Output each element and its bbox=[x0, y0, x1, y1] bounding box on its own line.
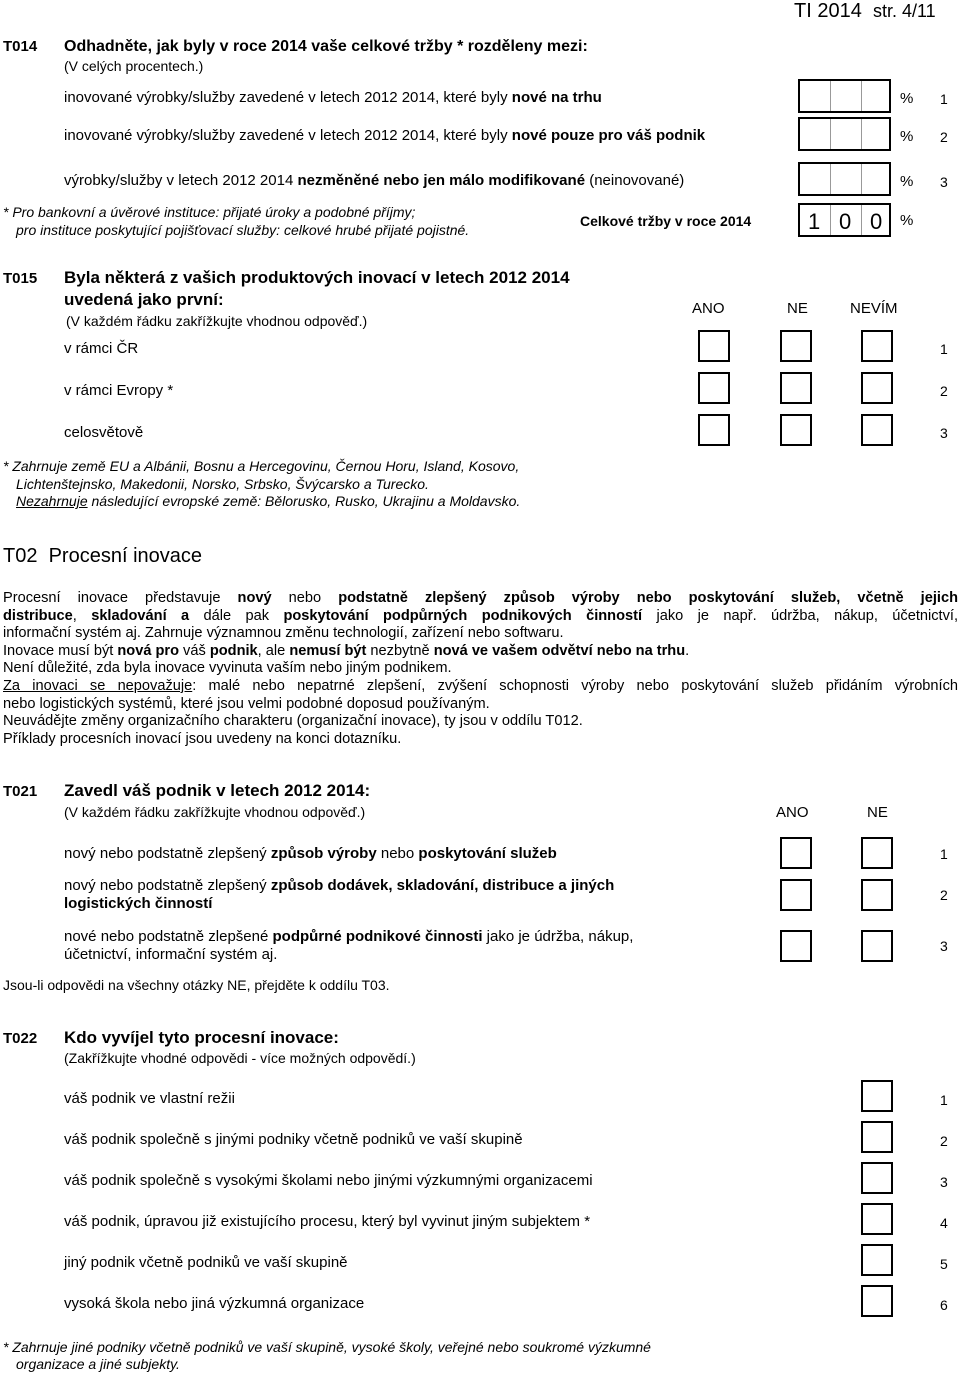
t014-note-line1: * Pro bankovní a úvěrové instituce: přijaté úroky a podobné příjmy; bbox=[3, 204, 416, 220]
t021-row-label bbox=[64, 877, 614, 894]
text-run: , ale bbox=[257, 642, 290, 659]
total-revenue-field bbox=[798, 203, 891, 237]
t021-row-label bbox=[64, 928, 633, 945]
t021-title: Zavedl váš podnik v letech 2012 2014: bbox=[64, 781, 371, 800]
checkbox-yes[interactable] bbox=[698, 414, 730, 446]
text-run: inovované výrobky/služby zavedené v letech 2012 2014, které byly bbox=[64, 89, 512, 106]
checkbox-option[interactable] bbox=[861, 1244, 893, 1276]
t02-title: Procesní inovace bbox=[48, 545, 203, 567]
t021-row-label-cont bbox=[64, 895, 212, 912]
text-run: podnik bbox=[209, 642, 258, 659]
t014-subtitle: (V celých procentech.) bbox=[64, 58, 204, 74]
checkbox-no[interactable] bbox=[861, 930, 893, 962]
t015-col-dontknow: NEVÍM bbox=[850, 300, 898, 317]
checkbox-option[interactable] bbox=[861, 1080, 893, 1112]
t015-note-line2: Lichtenštejnsko, Makedonii, Norsko, Srbsko, Švýcarsko a Turecko. bbox=[16, 476, 429, 492]
t022-row-label: váš podnik, úpravou již existujícího procesu, který byl vyvinut jiným subjektem * bbox=[64, 1213, 591, 1230]
t015-row-label: v rámci ČR bbox=[64, 340, 139, 357]
text-run: logistických činností bbox=[64, 895, 213, 912]
text-run: nové pouze pro váš podnik bbox=[511, 127, 706, 144]
t021-row-label-cont bbox=[64, 946, 277, 963]
document-code: TI 2014 bbox=[794, 0, 862, 22]
row-number: 3 bbox=[940, 938, 948, 954]
row-number: 3 bbox=[940, 425, 948, 441]
text-run: výrobky/služby v letech 2012 2014 bbox=[64, 172, 298, 189]
t022-row-label: jiný podnik včetně podniků ve vaší skupině bbox=[64, 1254, 348, 1271]
text-run: poskytování služeb bbox=[418, 845, 557, 862]
t02-definition: Procesní inovace představuje nový nebo podstatně zlepšený způsob výroby nebo poskytování služeb, včetně jejich distribuce, skladování a dále pak poskytování podpůrných podnikových činností jako je např. údržba, nákup, účetnictví, informační systém aj. Zahrnuje významnou změnu technologií, zařízení nebo softwaru. Inovace musí být nová pro váš podnik, ale nemusí být nezbytně nová ve vašem odvětví nebo na trhu. Není důležité, zda byla inovace vyvinuta vaším nebo jiným podnikem. Za inovaci se nepovažuje: malé nebo nepatrné zlepšení, zvýšení schopnosti výroby nebo poskytování služeb přidáním výrobních nebo logistických systémů, které jsou velmi podobné doposud používaným. Neuvádějte změny organizačního charakteru (organizační inovace), ty jsou v oddílu T012. Příklady procesních inovací jsou uvedeny na konci dotazníku. bbox=[3, 590, 959, 747]
t015-row-label: v rámci Evropy * bbox=[64, 382, 174, 399]
text-run: nebo bbox=[376, 845, 419, 862]
t015-title-line1: Byla některá z vašich produktových inovací v letech 2012 2014 bbox=[64, 268, 570, 287]
text-run: nezměněné nebo jen málo modifikované bbox=[297, 172, 586, 189]
text-run: nezbytně bbox=[366, 642, 434, 659]
row-number: 4 bbox=[940, 1215, 948, 1231]
t015-note-line3: Nezahrnuje následující evropské země: Bělorusko, Rusko, Ukrajinu a Moldavsko. bbox=[16, 493, 521, 509]
t021-col-no: NE bbox=[867, 804, 888, 821]
text-run: nový bbox=[237, 590, 272, 606]
checkbox-no[interactable] bbox=[780, 330, 812, 362]
pct-sign: % bbox=[900, 128, 914, 145]
pct-sign: % bbox=[900, 173, 914, 190]
row-number: 1 bbox=[940, 846, 948, 862]
t015-title-line2: uvedená jako první: bbox=[64, 290, 224, 309]
text-run: , bbox=[72, 607, 92, 624]
t014-title: Odhadněte, jak byly v roce 2014 vaše celkové tržby * rozděleny mezi: bbox=[64, 38, 588, 55]
checkbox-yes[interactable] bbox=[698, 330, 730, 362]
text-run: nová ve vašem odvětví nebo na trhu bbox=[433, 642, 686, 659]
row-number: 1 bbox=[940, 91, 948, 107]
t015-subtitle: (V každém řádku zakřížkujte vhodnou odpověď.) bbox=[66, 313, 368, 329]
checkbox-option[interactable] bbox=[861, 1203, 893, 1235]
total-revenue-label: Celkové tržby v roce 2014 bbox=[580, 213, 752, 229]
row-number: 1 bbox=[940, 1092, 948, 1108]
total-digit: 0 bbox=[870, 209, 883, 234]
t015-code: T015 bbox=[3, 270, 38, 287]
row-number: 3 bbox=[940, 1174, 948, 1190]
t022-row-label: váš podnik ve vlastní režii bbox=[64, 1090, 235, 1107]
checkbox-no[interactable] bbox=[780, 414, 812, 446]
t02-code: T02 bbox=[3, 545, 38, 567]
t021-subtitle: (V každém řádku zakřížkujte vhodnou odpověď.) bbox=[64, 804, 366, 820]
row-number: 2 bbox=[940, 887, 948, 903]
text-run: nová pro bbox=[117, 642, 179, 659]
row-number: 2 bbox=[940, 129, 948, 145]
checkbox-no[interactable] bbox=[861, 879, 893, 911]
t015-col-yes: ANO bbox=[692, 300, 725, 317]
t015-col-no: NE bbox=[787, 300, 808, 317]
row-number: 2 bbox=[940, 1133, 948, 1149]
row-number: 5 bbox=[940, 1256, 948, 1272]
text-run: nový nebo podstatně zlepšený bbox=[64, 877, 271, 894]
t014-row-label bbox=[64, 127, 705, 144]
text-run: poskytování podpůrných podnikových činností bbox=[283, 607, 643, 624]
text-run: nemusí být bbox=[289, 642, 367, 659]
t021-row-label bbox=[64, 845, 557, 862]
t015-note-line1: * Zahrnuje země EU a Albánii, Bosnu a Hercegovinu, Černou Horu, Island, Kosovo, bbox=[3, 458, 520, 474]
text-run: (neinovované) bbox=[585, 172, 685, 189]
t014-row-label bbox=[64, 172, 684, 189]
t022-note-line2: organizace a jiné subjekty. bbox=[16, 1356, 180, 1372]
checkbox-option[interactable] bbox=[861, 1162, 893, 1194]
text-run: nové nebo podstatně zlepšené bbox=[64, 928, 273, 945]
t014-code: T014 bbox=[3, 38, 38, 55]
checkbox-no[interactable] bbox=[861, 837, 893, 869]
checkbox-yes[interactable] bbox=[780, 930, 812, 962]
row-number: 1 bbox=[940, 341, 948, 357]
text-run: účetnictví, informační systém aj. bbox=[64, 946, 278, 963]
t022-row-label: vysoká škola nebo jiná výzkumná organizace bbox=[64, 1295, 365, 1312]
total-pct-sign: % bbox=[900, 212, 914, 229]
checkbox-option[interactable] bbox=[861, 1121, 893, 1153]
checkbox-yes[interactable] bbox=[698, 372, 730, 404]
row-number: 6 bbox=[940, 1297, 948, 1313]
t014-row-label bbox=[64, 89, 602, 106]
text-run: . bbox=[685, 642, 690, 659]
checkbox-dont-know[interactable] bbox=[861, 414, 893, 446]
text-run: nový nebo podstatně zlepšený bbox=[64, 845, 271, 862]
t021-col-yes: ANO bbox=[776, 804, 809, 821]
text-run: Inovace musí být bbox=[3, 642, 118, 659]
percent-input[interactable] bbox=[798, 162, 891, 196]
checkbox-yes[interactable] bbox=[780, 837, 812, 869]
text-run: jako je údržba, nákup, bbox=[482, 928, 634, 945]
t022-code: T022 bbox=[3, 1030, 38, 1047]
page-number: str. 4/11 bbox=[872, 1, 936, 21]
total-digit: 0 bbox=[839, 209, 852, 234]
t022-subtitle: (Zakřížkujte vhodné odpovědi - více možných odpovědí.) bbox=[64, 1050, 416, 1066]
text-run: jako je např. údržba, nákup, účetnictví, bbox=[642, 607, 959, 624]
checkbox-yes[interactable] bbox=[780, 879, 812, 911]
checkbox-no[interactable] bbox=[780, 372, 812, 404]
checkbox-option[interactable] bbox=[861, 1285, 893, 1317]
row-number: 2 bbox=[940, 383, 948, 399]
row-number: 3 bbox=[940, 174, 948, 190]
pct-sign: % bbox=[900, 90, 914, 107]
text-run: inovované výrobky/služby zavedené v letech 2012 2014, které byly bbox=[64, 127, 512, 144]
t014-note-line2: pro instituce poskytující pojišťovací služby: celkové hrubé přijaté pojistné. bbox=[16, 222, 470, 238]
t022-note-line1: * Zahrnuje jiné podniky včetně podniků ve vaší skupině, vysoké školy, veřejné nebo soukromé výzkumné bbox=[3, 1339, 651, 1355]
text-run: podpůrné podnikové činnosti bbox=[272, 928, 483, 945]
t022-title: Kdo vyvíjel tyto procesní inovace: bbox=[64, 1028, 339, 1047]
text-run: Procesní inovace představuje bbox=[3, 590, 238, 606]
t022-row-label: váš podnik společně s jinými podniky včetně podniků ve vaší skupině bbox=[64, 1131, 523, 1148]
page-header bbox=[794, 0, 936, 23]
percent-input[interactable] bbox=[798, 117, 891, 151]
text-run: způsob výroby bbox=[270, 845, 377, 862]
t022-row-label: váš podnik společně s vysokými školami nebo jinými výzkumnými organizacemi bbox=[64, 1172, 593, 1189]
text-run: váš bbox=[179, 642, 210, 659]
text-run: distribuce bbox=[3, 607, 73, 624]
t021-skip-note: Jsou-li odpovědi na všechny otázky NE, přejděte k oddílu T03. bbox=[3, 977, 390, 993]
t021-code: T021 bbox=[3, 783, 38, 800]
t015-row-label: celosvětově bbox=[64, 424, 144, 441]
text-run: podstatně zlepšený způsob výroby nebo poskytování služeb, včetně jejich bbox=[338, 590, 958, 606]
text-run: nebo bbox=[271, 590, 339, 606]
text-run: dále pak bbox=[189, 607, 284, 624]
total-digit: 1 bbox=[808, 209, 821, 234]
checkbox-dont-know[interactable] bbox=[861, 330, 893, 362]
checkbox-dont-know[interactable] bbox=[861, 372, 893, 404]
text-run: nové na trhu bbox=[511, 89, 602, 106]
t02-heading bbox=[3, 545, 202, 568]
text-run: způsob dodávek, skladování, distribuce a jiných bbox=[270, 877, 615, 894]
text-run: skladování a bbox=[91, 607, 190, 624]
percent-input[interactable] bbox=[798, 79, 891, 113]
